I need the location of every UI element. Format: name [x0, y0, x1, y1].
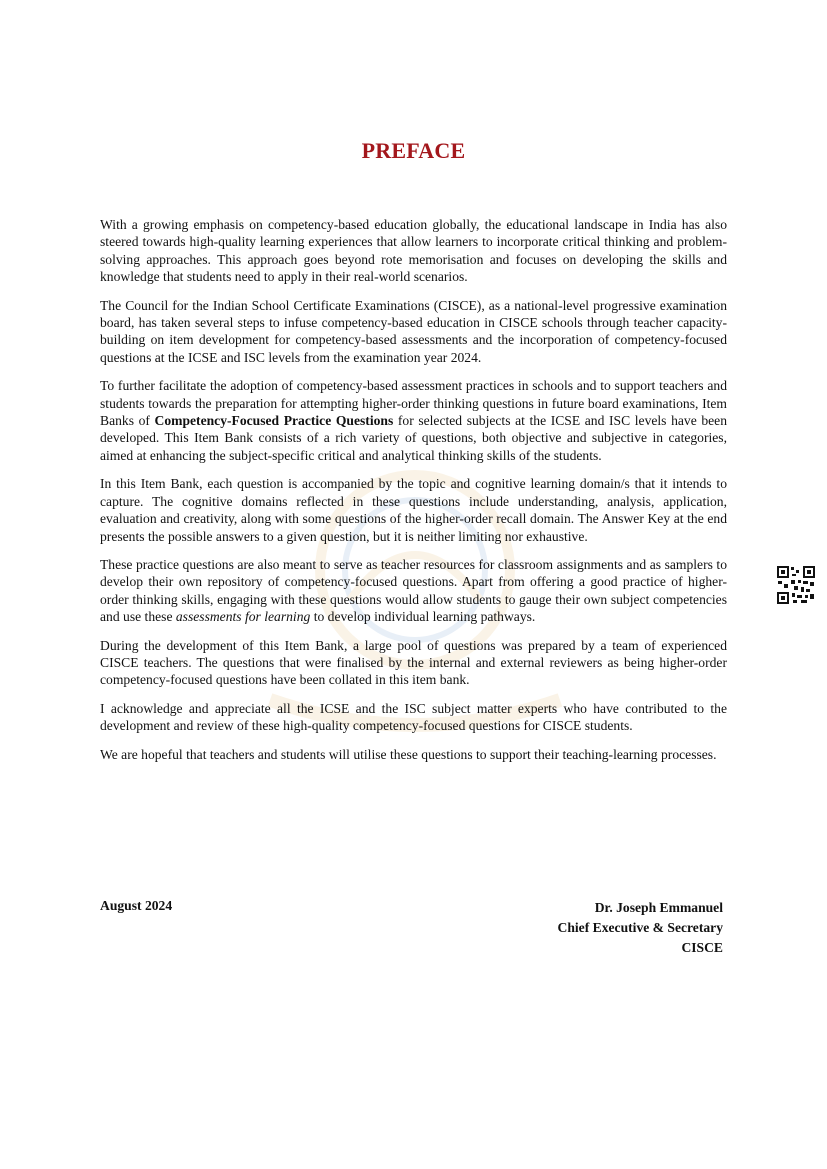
paragraph: During the development of this Item Bank, a large pool of questions was prepared by a team of experienced CISCE teachers. The questions that were finalised by the internal and external reviewers as being higher-order competency-focused questions have been collated in this item bank. [100, 637, 727, 688]
paragraph: With a growing emphasis on competency-based education globally, the educational landscape in India has also steered towards high-quality learning experiences that allow learners to incorporate critical thinking and problem-solving approaches. This approach goes beyond rote memorisation and focuses on developing the skills and knowledge that students need to apply in their real-world scenarios. [100, 217, 727, 285]
signatory-designation: Chief Executive & Secretary [557, 920, 723, 935]
signatory-organisation: CISCE [681, 940, 723, 955]
paragraph: The Council for the Indian School Certificate Examinations (CISCE), as a national-level progressive examination board, has taken several steps to infuse competency-based education in CISCE schools through teacher capacity-building on item development for competency-based assessments and the incorporation of competency-focused questions at the ICSE and ISC levels from the examination year 2024. [100, 297, 727, 365]
paragraph-text: These practice questions are also meant to serve as teacher resources for classroom assignments and as samplers to develop their own repository of competency-focused questions. Apart from offering a good practice of higher-order thinking skills, engaging with these questions would allow students to gauge their own subject competencies and use these [100, 556, 727, 625]
paragraph [100, 556, 727, 626]
paragraph: In this Item Bank, each question is accompanied by the topic and cognitive learning domain/s that it intends to capture. The cognitive domains reflected in these questions include understanding, analysis, application, evaluation and creativity, along with some questions of the higher-order recall domain. The Answer Key at the end presents the possible answers to a given question, but it is neither limiting nor exhaustive. [100, 476, 727, 544]
page-title: PREFACE [361, 138, 466, 163]
paragraph-text: to develop individual learning pathways. [310, 609, 536, 625]
emphasis-bold: Competency-Focused Practice Questions [154, 413, 394, 429]
paragraph [100, 377, 727, 464]
emphasis-italic: assessments for learning [175, 609, 311, 625]
signature-block [558, 898, 723, 958]
paragraph-text: To further facilitate the adoption of competency-based assessment practices in schools and to support teachers and students towards the preparation for attempting higher-order thinking questions in future board examinations, Item Banks of [100, 378, 727, 429]
paragraph: I acknowledge and appreciate all the ICSE and the ISC subject matter experts who have contributed to the development and review of these high-quality competency-focused questions for CISCE students. [100, 700, 727, 734]
signature-date: August 2024 [100, 898, 173, 913]
signatory-name: Dr. Joseph Emmanuel [594, 900, 723, 915]
preface-body [100, 216, 727, 774]
paragraph: We are hopeful that teachers and students will utilise these questions to support their teaching-learning processes. [100, 746, 717, 762]
qr-code-icon[interactable] [776, 565, 816, 605]
paragraph-text: for selected subjects at the ICSE and ISC levels have been developed. This Item Bank consists of a rich variety of questions, both objective and subjective in categories, aimed at enhancing the subject-specific critical and analytical thinking skills of the students. [100, 413, 727, 463]
